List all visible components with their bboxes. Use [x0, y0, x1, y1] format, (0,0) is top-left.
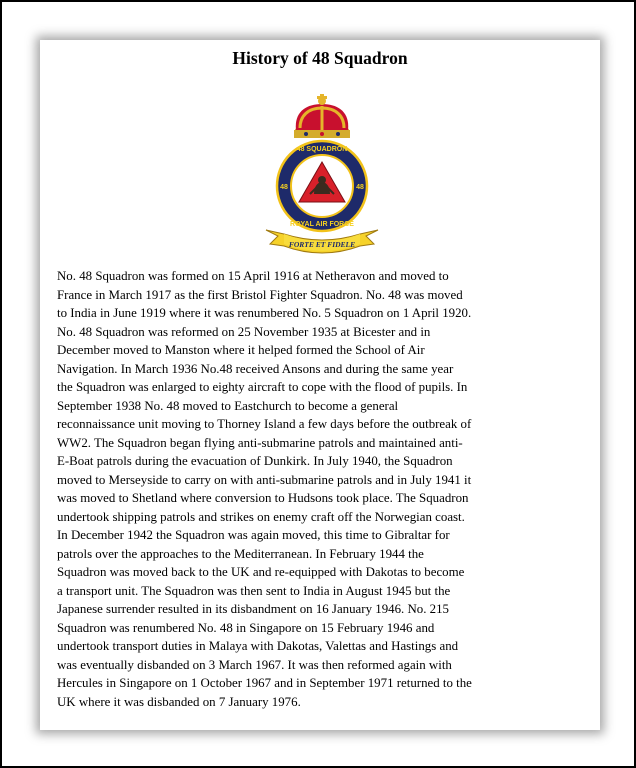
motto-scroll [266, 230, 378, 253]
page-title: History of 48 Squadron [232, 48, 408, 68]
squadron-badge [256, 94, 388, 262]
badge-motto: FORTE ET FIDELE [288, 240, 356, 249]
badge-number-left: 48 [280, 184, 288, 191]
crown-icon [294, 94, 350, 138]
history-paragraph: No. 48 Squadron was formed on 15 April 1916 at Netheravon and moved to France in March 1917 as the first Bristol Fighter Squadron. No. 48 was moved to India in June 1919 where it was renumbered No. 5 Squadron on 1 April 1920. No. 48 Squadron was reformed on 25 November 1935 at Bicester and in December moved to Manston where it helped formed the School of Air Navigation. In March 1936 No.48 received Ansons and during the same year the Squadron was enlarged to eighty aircraft to cope with the flood of pupils. In September 1938 No. 48 moved to Eastchurch to become a general reconnaissance unit moving to Thorney Island a few days before the outbreak of WW2. The Squadron began flying anti-submarine patrols and maintained anti- E-Boat patrols during the evacuation of Dunkirk. In July 1940, the Squadron moved to Merseyside to carry on with anti-submarine patrols and in July 1941 it was moved to Shetland where conversion to Hudsons took place. The Squadron undertook shipping patrols and strikes on enemy craft off the Norwegian coast. In December 1942 the Squadron was again moved, this time to Gibraltar for patrols over the approaches to the Mediterranean. In February 1944 the Squadron was moved back to the UK and re-equipped with Dakotas to become a transport unit. The Squadron was then sent to India in August 1945 but the Japanese surrender resulted in its disbandment on 16 January 1946. No. 215 Squadron was renumbered No. 48 in Singapore on 15 February 1946 and undertook transport duties in Malaya with Dakotas, Valettas and Hastings and was eventually disbanded on 3 March 1967. It was then reformed again with Hercules in Singapore on 1 October 1967 and in September 1971 returned to the UK where it was disbanded on 7 January 1976. [57, 269, 472, 709]
badge-ring-text: 48 SQUADRON [296, 146, 348, 153]
badge-lower-ring-text: ROYAL AIR FORCE [290, 221, 354, 228]
badge-number-right: 48 [356, 184, 364, 191]
document-page [40, 40, 600, 730]
